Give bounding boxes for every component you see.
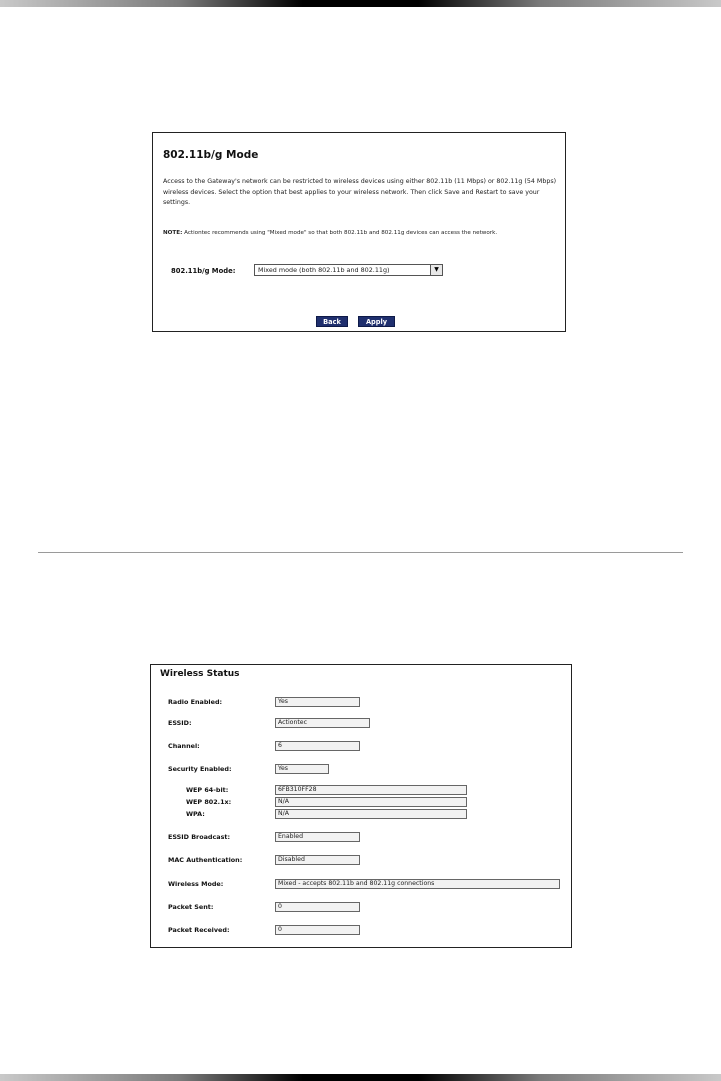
- mode-panel-note: [163, 229, 558, 238]
- bottom-decorative-bar: [0, 1074, 721, 1081]
- channel-label: Channel:: [168, 742, 200, 750]
- security-enabled-label: Security Enabled:: [168, 765, 232, 773]
- mode-select-label: 802.11b/g Mode:: [171, 267, 236, 275]
- back-button[interactable]: Back: [316, 316, 348, 327]
- radio-enabled-field: Yes: [275, 697, 360, 707]
- packet-received-label: Packet Received:: [168, 926, 230, 934]
- wep8021x-field: N/A: [275, 797, 467, 807]
- mode-panel-title: 802.11b/g Mode: [163, 149, 259, 161]
- mode-settings-panel: [152, 132, 566, 332]
- radio-enabled-label: Radio Enabled:: [168, 698, 223, 706]
- chevron-down-icon[interactable]: ▼: [430, 265, 442, 275]
- note-text: Actiontec recommends using "Mixed mode" so that both 802.11b and 802.11g devices can access the network.: [182, 230, 498, 236]
- packet-sent-field: 0: [275, 902, 360, 912]
- channel-field: 6: [275, 741, 360, 751]
- mac-auth-label: MAC Authentication:: [168, 856, 243, 864]
- wireless-mode-field: Mixed - accepts 802.11b and 802.11g connections: [275, 879, 560, 889]
- mode-select[interactable]: [254, 264, 443, 276]
- section-divider: [38, 552, 683, 553]
- packet-sent-label: Packet Sent:: [168, 903, 214, 911]
- mac-auth-field: Disabled: [275, 855, 360, 865]
- essid-label: ESSID:: [168, 719, 192, 727]
- essid-broadcast-field: Enabled: [275, 832, 360, 842]
- wpa-label: WPA:: [186, 810, 205, 818]
- note-prefix: NOTE:: [163, 230, 183, 236]
- packet-received-field: 0: [275, 925, 360, 935]
- essid-field: Actiontec: [275, 718, 370, 728]
- mode-panel-description: Access to the Gateway's network can be restricted to wireless devices using either 802.11b (11 Mbps) or 802.11g (54 Mbps) wireless devices. Select the option that best applies to your wireless network. Then click Save and Restart to save your settings.: [163, 178, 557, 206]
- security-enabled-field: Yes: [275, 764, 329, 774]
- wep64-label: WEP 64-bit:: [186, 786, 229, 794]
- wpa-field: N/A: [275, 809, 467, 819]
- essid-broadcast-label: ESSID Broadcast:: [168, 833, 231, 841]
- apply-button[interactable]: Apply: [358, 316, 395, 327]
- wep8021x-label: WEP 802.1x:: [186, 798, 232, 806]
- wireless-status-panel: [150, 664, 572, 948]
- wep64-field: 6FB310FF28: [275, 785, 467, 795]
- top-decorative-bar: [0, 0, 721, 7]
- mode-select-value: Mixed mode (both 802.11b and 802.11g): [258, 266, 390, 274]
- wireless-mode-label: Wireless Mode:: [168, 880, 224, 888]
- wireless-status-title: Wireless Status: [160, 669, 240, 679]
